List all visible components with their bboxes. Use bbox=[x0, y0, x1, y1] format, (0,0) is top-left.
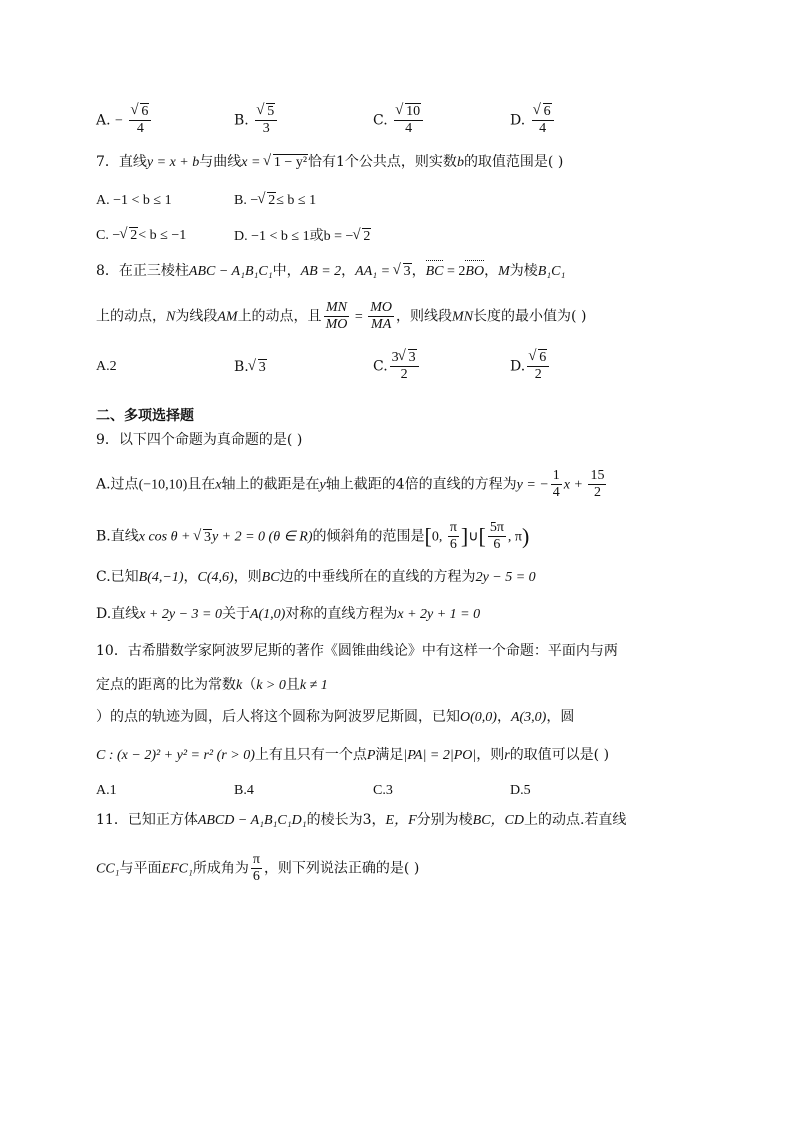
q7-stem: 7．直线y = x + b与曲线x = √ 1 − y²恰有1个公共点，则实数b的取值范围是( ) bbox=[96, 152, 563, 173]
q11-stem-line1: 11．已知正方体ABCD − A₁B₁C₁D₁的棱长为3，E，F分别为棱BC，CD上的动点.若直线 bbox=[96, 812, 627, 828]
q7-option-d[interactable]: D. −1 < b ≤ 1或b = −√ 2 bbox=[234, 226, 371, 247]
q11-stem-line2: CC₁与平面EFC₁所成角为 $\frac{\pi}{6}$ ，则下列说法正确的是( ) bbox=[96, 852, 420, 884]
q9-option-b[interactable]: B.直线x cos θ + √ 3y + 2 = 0 (θ ∈ R)的倾斜角的范围是[0, $\frac{\pi}{6}$ ]∪[ $\frac{5\pi}{6}$ , π) bbox=[96, 520, 529, 553]
q9-option-d[interactable]: D.直线x + 2y − 3 = 0关于A(1,0)对称的直线方程为x + 2y + 1 = 0 bbox=[96, 606, 481, 622]
q7-option-c[interactable]: C. −√ 2< b ≤ −1 bbox=[96, 226, 186, 246]
q8-option-c[interactable]: C. $\frac{3√ 3}{2}$ bbox=[373, 350, 421, 383]
q8-stem-line2: 上的动点，N为线段AM上的动点，且 $\frac{MN}{MO}$ = $\frac{MO}{MA}$ ，则线段MN长度的最小值为( ) bbox=[96, 300, 587, 332]
q8-stem-line1: 8．在正三棱柱ABC − A₁B₁C₁中，AB = 2，AA₁ = √ 3，BC = 2BO，M为棱B₁C₁ bbox=[96, 261, 565, 282]
q7-option-b[interactable]: B. −√ 2≤ b ≤ 1 bbox=[234, 191, 316, 211]
q9-option-c[interactable]: C.已知B(4,−1)，C(4,6)，则BC边的中垂线所在的直线的方程为2y − 5 = 0 bbox=[96, 569, 536, 585]
q10-stem-line1: 10．古希腊数学家阿波罗尼斯的著作《圆锥曲线论》中有这样一个命题：平面内与两 bbox=[96, 643, 618, 659]
q6-option-b[interactable]: B. √ $\frac{5}{3}$ bbox=[234, 104, 279, 137]
q6-option-c[interactable]: C. √ $\frac{10}{4}$ bbox=[373, 104, 425, 137]
q6-option-a[interactable]: A. − √ $\frac{6}{4}$ bbox=[96, 104, 153, 137]
q10-option-a[interactable]: A.1 bbox=[96, 783, 117, 798]
q8-option-d[interactable]: D. √ $\frac{6}{2}$ bbox=[510, 350, 551, 383]
q8-option-b[interactable]: B.√ 3 bbox=[234, 357, 267, 378]
q10-option-b[interactable]: B.4 bbox=[234, 783, 254, 798]
q10-stem-line3: ）的点的轨迹为圆，后人将这个圆称为阿波罗尼斯圆，已知O(0,0)，A(3,0)，圆 bbox=[96, 709, 575, 725]
q6-option-d[interactable]: D. √ $\frac{6}{4}$ bbox=[510, 104, 556, 137]
q8-option-a[interactable]: A.2 bbox=[96, 359, 117, 374]
q7-option-a[interactable]: A. −1 < b ≤ 1 bbox=[96, 193, 172, 208]
q9-stem: 9．以下四个命题为真命题的是( ) bbox=[96, 432, 303, 448]
section-heading: 二、多项选择题 bbox=[96, 408, 194, 424]
q10-option-c[interactable]: C.3 bbox=[373, 783, 393, 798]
q10-option-d[interactable]: D.5 bbox=[510, 783, 531, 798]
q10-stem-line2: 定点的距离的比为常数k（k > 0且k ≠ 1 bbox=[96, 677, 328, 693]
q9-option-a[interactable]: A.过点(−10,10)且在x轴上的截距是在y轴上截距的4倍的直线的方程为y = − $\frac{1}{4}$ x + $\frac{15}{2}$ bbox=[96, 468, 605, 500]
q10-stem-line4: C : (x − 2)² + y² = r² (r > 0)上有且只有一个点P满足|PA| = 2|PO|，则r的取值可以是( ) bbox=[96, 747, 610, 763]
